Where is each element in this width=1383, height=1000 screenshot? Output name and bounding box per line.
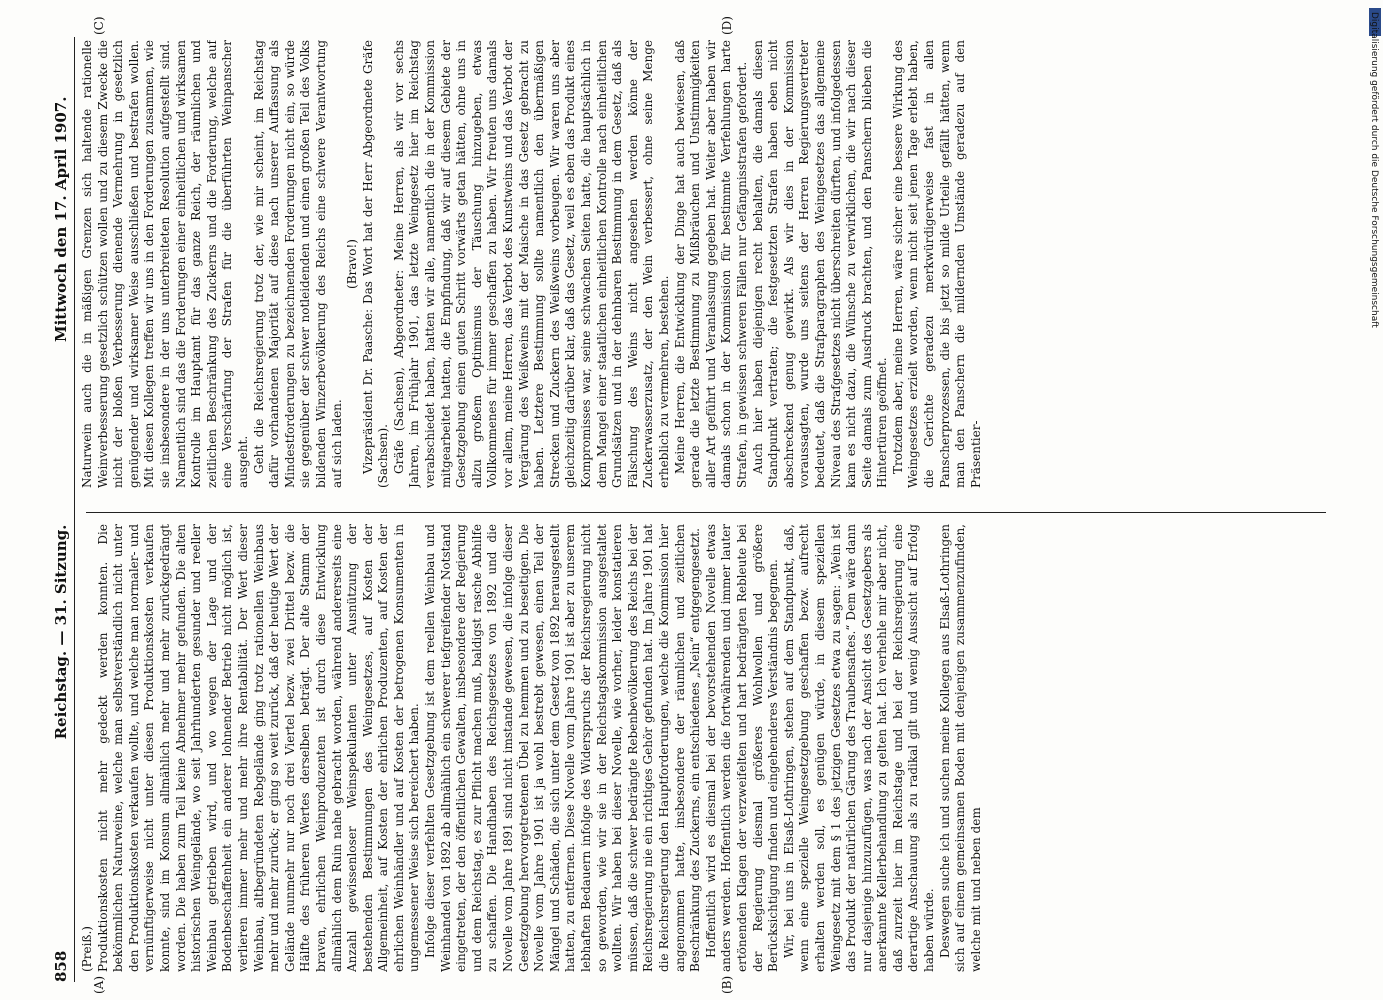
margin-mark-c: (C) (92, 16, 106, 35)
right-paragraph: Auch hier haben diejenigen recht behalten, die damals diesen Standpunkt vertraten; die festgesetzten Strafen haben eben nicht abschreckend genug gewirkt. Als wir dies in der Kommission voraussagten, wurde uns seitens der Herren Regierungsvertreter bedeutet, daß die Strafparagraphen des Weingesetzes das allgemeine Niveau des Strafgesetzes nicht überschreiten dürften, und infolgedessen kam es nicht dazu, die Wünsche zu verwirklichen, die wir nach dieser Seite damals zum Ausdruck brachten, und den Panschern blieben die Hintertüren geöffnet. (750, 40, 890, 488)
right-paragraph: Geht die Reichsregierung trotz der, wie mir scheint, im Reichstag dafür vorhandenen Majorität auf diese nach unserer Auffassung als Mindestforderungen zu bezeichnenden Forderungen nicht ein, so würde sie gegenüber der schwer notleidenden und einen großen Teil des Volks bildenden Winzerbevölkerung des Reichs eine schwere Verantwortung auf sich laden. (251, 40, 344, 488)
left-paragraph: Deswegen suche ich und suchen meine Kollegen aus Elsaß-Lothringen sich auf einem gemeinsamen Boden mit denjenigen zusammenzufinden, welche mit und neben dem (937, 524, 983, 972)
left-paragraph: Hoffentlich wird es diesmal bei der bevorstehenden Novelle etwas anders werden. Hoffentlich werden die fortwährenden und immer lauter ertönenden Klagen der verzweifelten und hart bedrängten Rebleute bei der Regierung diesmal größeres Wohlwollen und größere Berücksichtigung finden und eingehenderes Verständnis begegnen. (703, 524, 781, 972)
session-title: Reichstag. — 31. Sitzung. (52, 524, 70, 740)
right-column (80, 40, 1330, 488)
left-column (80, 524, 1330, 972)
margin-mark-a: (A) (92, 975, 106, 994)
left-paragraph: Infolge dieser verfehlten Gesetzgebung ist dem reellen Weinbau und Weinhandel von 1892 ab allmählich ein schwerer tiefgreifender Notstand eingetreten, der den öffentlichen Gewalten, insbesondere der Regierung und dem Reichstag, es zur Pflicht machen muß, baldigst rasche Abhilfe zu schaffen. Die Handhaben des Reichsgesetzes von 1892 und die Novelle vom Jahre 1891 sind nicht imstande gewesen, die infolge dieser Gesetzgebung hervorgetretenen Übel zu hemmen und zu beseitigen. Die Novelle vom Jahre 1901 ist ja wohl bestrebt gewesen, einen Teil der Mängel und Schäden, die sich unter dem Gesetz von 1892 herausgestellt hatten, zu entfernen. Diese Novelle vom Jahre 1901 ist aber zu unserem lebhaften Bedauern infolge des Widerspruchs der Reichsregierung nicht so geworden, wie wir sie in der Reichstagskommission ausgestaltet wollten. Wir haben bei dieser Novelle, wie vorher, leider konstatieren müssen, daß die schwer bedrängte Rebenbevölkerung des Reichs bei der Reichsregierung nie ein richtiges Gehör gefunden hat. Im Jahre 1901 hat die Reichsregierung den Hauptforderungen, welche die Kommission hier angenommen hatte, insbesondere der räumlichen und zeitlichen Beschränkung des Zuckerns, ein entschiedenes „Nein“ entgegengesetzt. (423, 524, 703, 972)
page-number: 858 (52, 950, 70, 982)
session-date: Mittwoch den 17. April 1907. (52, 96, 70, 342)
right-paragraph: Gräfe (Sachsen), Abgeordneter: Meine Herren, als wir vor sechs Jahren, im Frühjahr 1901, das letzte Weingesetz hier im Reichstag verabschiedet haben, hatten wir alle, namentlich die in der Kommission mitgearbeitet hatten, die Empfindung, daß wir auf diesem Gebiete der Gesetzgebung einen guten Schritt vorwärts getan hätten, ohne uns in allzu großem Optimismus der Täuschung hinzugeben, etwas Vollkommenes für immer geschaffen zu haben. Wir freuten uns damals vor allem, meine Herren, das Verbot des Kunstweins und das Verbot der Vergärung des Weißweins mit der Maische in das Gesetz gebracht zu haben. Letztere Bestimmung sollte namentlich den übermäßigen Strecken und Zuckern des Weißweins vorbeugen. Wir waren uns aber gleichzeitig darüber klar, daß das Gesetz, weil es eben das Produkt eines Kompromisses war, seine schwachen Seiten hatte, die hauptsächlich in dem Mangel einer staatlichen einheitlichen Kontrolle nach einheitlichen Grundsätzen und in der dehnbaren Bestimmung in dem Gesetz, daß als Fälschung des Weins nicht angesehen werden könne der Zuckerwasserzusatz, der den Wein verbessert, ohne seine Menge erheblich zu vermehren, bestehen. (391, 40, 671, 488)
right-paragraph: Meine Herren, die Entwicklung der Dinge hat auch bewiesen, daß gerade die letzte Bestimmung zu Mißbräuchen und Unstimmigkeiten aller Art geführt und Veranlassung gegeben hat. Weiter aber haben wir damals schon in der Kommission für bestimmte Verfehlungen harte Strafen, in gewissen schweren Fällen nur Gefängnisstrafen gefordert. (672, 40, 749, 488)
left-paragraph: Produktionskosten nicht mehr gedeckt werden konnten. Die bekömmlichen Naturweine, welche man selbstverständlich nicht unter den Produktionskosten verkaufen wollte, und welche man normaler- und vernünftigerweise nicht unter diesen Produktionskosten verkaufen konnte, sind im Konsum allmählich mehr und mehr zurückgedrängt worden. Die haben zum Teil keine Abnehmer mehr gefunden. Die alten historischen Weingelände, wo seit Jahrhunderten gesunder und reeller Weinbau getrieben wird, und wo wegen der Lage und der Bodenbeschaffenheit ein anderer lohnender Betrieb nicht möglich ist, verlieren immer mehr und mehr ihre Rentabilität. Der Wert dieser Weinbau, altbegründeten Rebgelände ging trotz rationellen Weinbaus mehr und mehr zurück; er ging so weit zurück, daß der heutige Wert der Gelände nunmehr nur noch drei Viertel bezw. zwei Drittel bezw. die Hälfte des früheren Wertes derselben beträgt. Der alte Stamm der braven, ehrlichen Weinproduzenten ist durch diese Entwicklung allmählich dem Ruin nahe gebracht worden, während andererseits eine Anzahl gewissenloser Weinspekulanten unter Ausnützung der bestehenden Bestimmungen des Weingesetzes, auf Kosten der Allgemeinheit, auf Kosten der ehrlichen Produzenten, auf Kosten der ehrlichen Weinhändler und auf Kosten der betrogenen Konsumenten in ungemessener Weise sich bereichert haben. (95, 524, 422, 972)
column-divider (86, 512, 1326, 513)
right-paragraph: Vizepräsident Dr. Paasche: Das Wort hat der Herr Abgeordnete Gräfe (Sachsen). (360, 40, 391, 488)
right-paragraph: Naturwein auch die in mäßigen Grenzen sich haltende rationelle Weinverbesserung gesetzlich schützen wollen und zu diesem Zwecke die nicht der bloßen Verbesserung dienende Vermehrung in gesetzlich genügender und wirksamer Weise ausschließen und bestrafen wollen. Mit diesen Kollegen treffen wir uns in den Forderungen zusammen, wie sie insbesondere in der uns unterbreiteten Resolution aufgestellt sind. Namentlich sind das die Forderungen einer einheitlichen und wirksamen Kontrolle im Hauptamt für das ganze Reich, der räumlichen und zeitlichen Beschränkung des Zuckerns und die Forderung, welche auf eine Verschärfung der Strafen für die überführten Weinpanscher ausgeht. (80, 40, 250, 488)
running-header (52, 37, 74, 982)
margin-mark-d: (D) (720, 16, 734, 35)
left-paragraph: (Preiß.) (80, 926, 94, 972)
left-paragraph: Wir, bei uns in Elsaß-Lothringen, stehen auf dem Standpunkt, daß, wenn eine spezielle Weingesetzgebung geschaffen bezw. aufrecht erhalten werden soll, es genügen würde, in diesem speziellen Weingesetz mit dem § 1 des jetzigen Gesetzes etwa zu sagen: „Wein ist das Produkt der natürlichen Gärung des Traubensaftes.“ Dem wäre dann nur dasjenige hinzuzufügen, was nach der Ansicht des Gesetzgebers als anerkannte Kellerbehandlung zu gelten hat. Ich verhehle mir aber nicht, daß zurzeit hier im Reichstage und bei der Reichsregierung eine derartige Anschauung als zu radikal gilt und wenig Aussicht auf Erfolg haben würde. (781, 524, 937, 972)
right-paragraph: (Bravo!) (345, 239, 360, 289)
right-paragraph: Trotzdem aber, meine Herren, wäre sicher eine bessere Wirkung des Weingesetzes erzielt worden, wenn nicht seit jenen Tage erlebt haben, die Gerichte geradezu merkwürdigerweise fast in allen Panscherprozessen, die bis jetzt so milde Urteile gefällt hätten, wenn man den Panschern die mildernden Umstände geradezu auf den Präsentier- (890, 40, 983, 488)
header-rule (74, 37, 75, 982)
digitization-credit (1367, 6, 1381, 996)
credit-text: Digitalisierung gefördert durch die Deutsche Forschungsgemeinschaft (1369, 12, 1379, 328)
margin-mark-b: (B) (720, 975, 734, 994)
